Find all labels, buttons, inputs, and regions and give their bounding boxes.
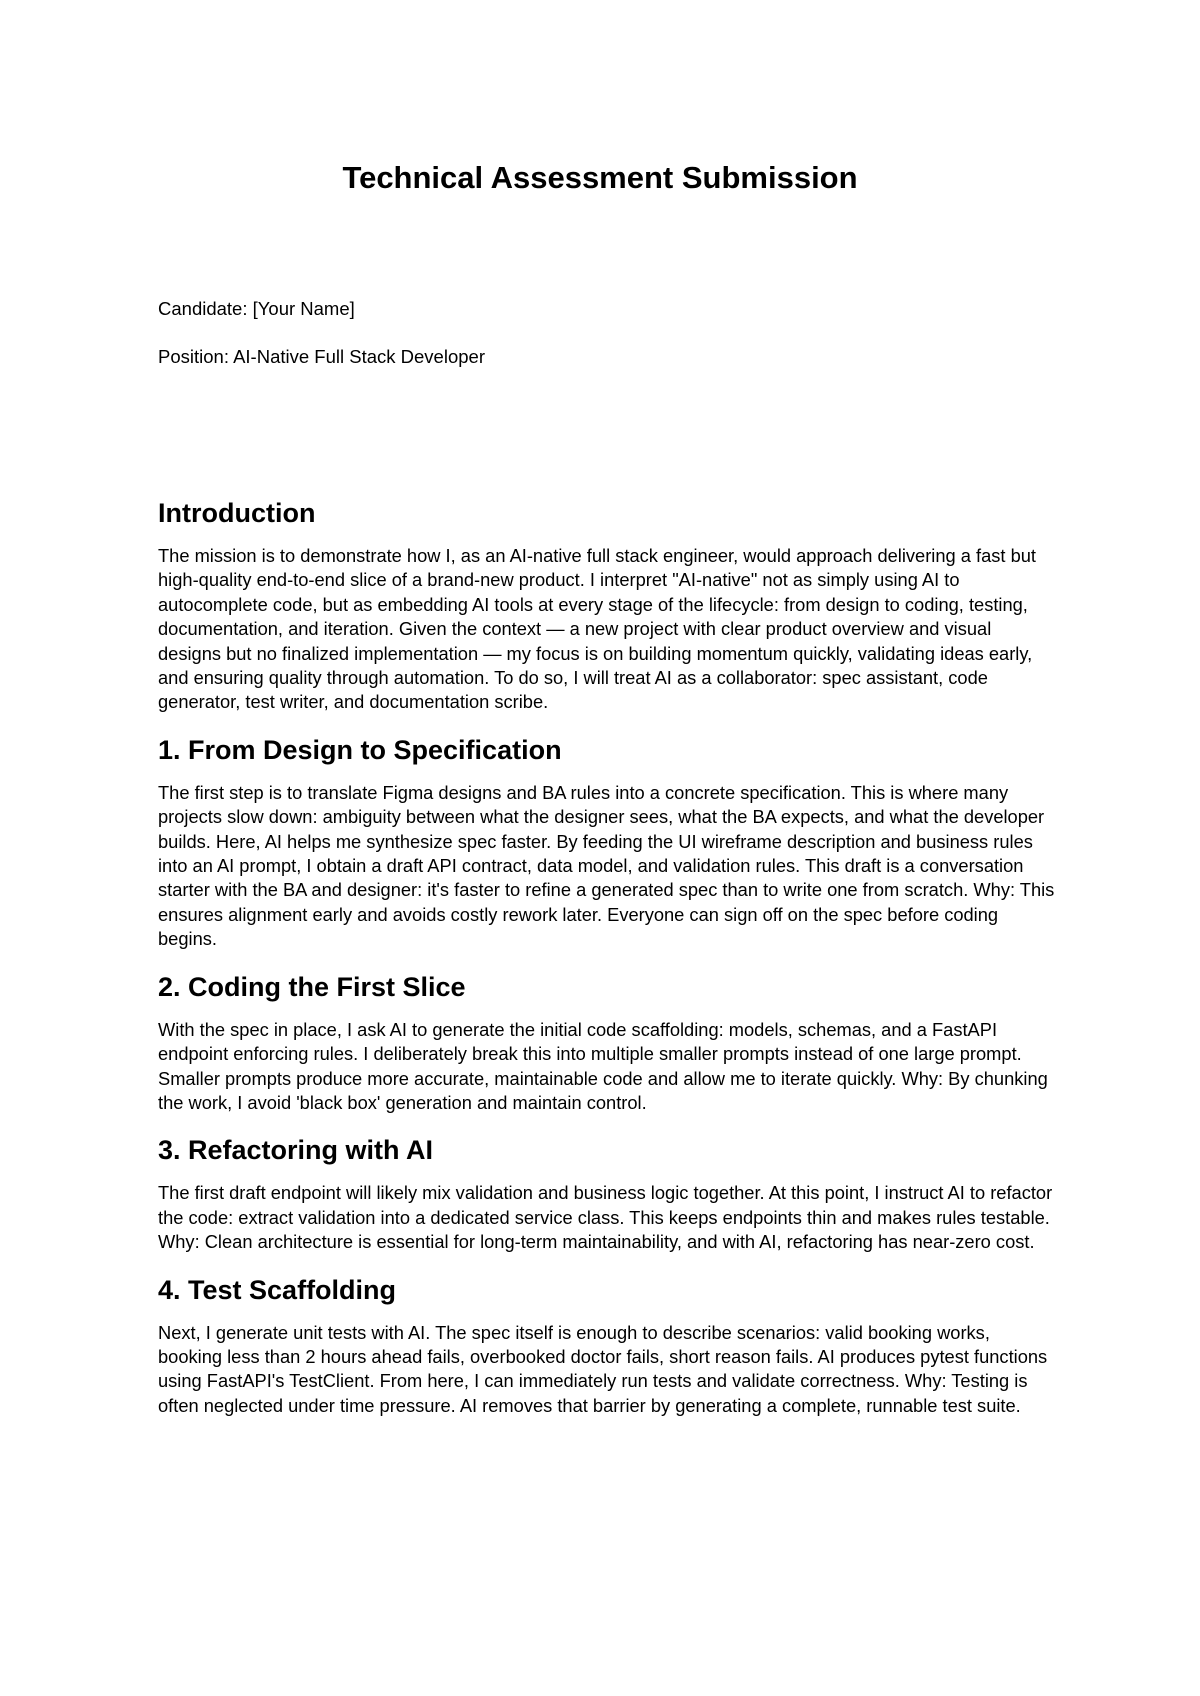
section-heading: 2. Coding the First Slice [158, 971, 466, 1002]
section-body: The mission is to demonstrate how I, as an AI-native full stack engineer, would approach delivering a fast but high-quality end-to-end slice of a brand-new product. I interpret "AI-native" not as simply using AI to autocomplete code, but as embedding AI tools at every stage of the lifecycle: from design to coding, testing, documentation, and iteration. Given the context — a new project with clear product overview and visual designs but no finalized implementation — my focus is on building momentum quickly, validating ideas early, and ensuring quality through automation. To do so, I will treat AI as a collaborator: spec assistant, code generator, test writer, and documentation scribe. [158, 545, 1036, 713]
section-body: The first draft endpoint will likely mix validation and business logic together. At this point, I instruct AI to refactor the code: extract validation into a dedicated service class. This keeps endpoints thin and makes rules testable. Why: Clean architecture is essential for long-term maintainability, and with AI, refactoring has near-zero cost. [158, 1182, 1053, 1253]
position-line: Position: AI-Native Full Stack Developer [158, 346, 485, 367]
section-refactoring-with-ai [158, 1133, 1058, 1254]
section-body: The first step is to translate Figma designs and BA rules into a concrete specification. This is where many projects slow down: ambiguity between what the designer sees, what the BA expects, and what the developer builds. Here, AI helps me synthesize spec faster. By feeding the UI wireframe description and business rules into an AI prompt, I obtain a draft API contract, data model, and validation rules. This draft is a conversation starter with the BA and designer: it's faster to refine a generated spec than to write one from scratch. Why: This ensures alignment early and avoids costly rework later. Everyone can sign off on the spec before coding begins. [158, 781, 1055, 950]
section-body: Next, I generate unit tests with AI. The spec itself is enough to describe scenarios: valid booking works, booking less than 2 hours ahead fails, overbooked doctor fails, short reason fails. AI produces pytest functions using FastAPI's TestClient. From here, I can immediately run tests and validate correctness. Why: Testing is often neglected under time pressure. AI removes that barrier by generating a complete, runnable test suite. [158, 1321, 1048, 1416]
document-title: Technical Assessment Submission [342, 160, 858, 195]
section-heading: 1. From Design to Specification [158, 734, 562, 765]
section-body: With the spec in place, I ask AI to generate the initial code scaffolding: models, schemas, and a FastAPI endpoint enforcing rules. I deliberately break this into multiple smaller prompts instead of one large prompt. Smaller prompts produce more accurate, maintainable code and allow me to iterate quickly. Why: By chunking the work, I avoid 'black box' generation and maintain control. [158, 1018, 1048, 1113]
section-coding-first-slice [158, 970, 1058, 1116]
section-design-to-specification [158, 733, 1058, 952]
section-test-scaffolding [158, 1273, 1058, 1419]
section-heading: 3. Refactoring with AI [158, 1135, 434, 1166]
document-content [158, 496, 1058, 1436]
section-introduction [158, 496, 1058, 715]
section-heading: 4. Test Scaffolding [158, 1274, 397, 1305]
section-heading: Introduction [158, 498, 316, 528]
candidate-line: Candidate: [Your Name] [158, 298, 355, 319]
